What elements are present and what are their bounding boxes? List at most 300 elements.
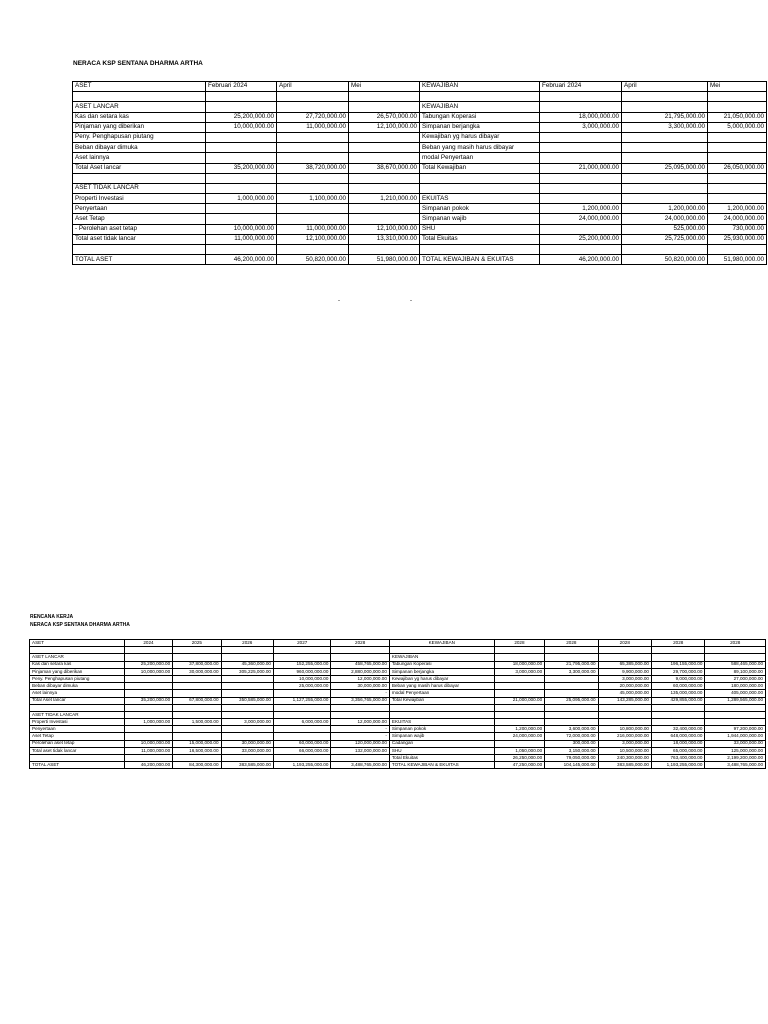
value-cell: 25,200,000.00 (124, 661, 172, 668)
row-label-cell: Total Ekuitas (420, 234, 540, 244)
dash-mark: - (410, 298, 412, 304)
value-cell: 1,200,000.00 (622, 204, 708, 214)
row-label-cell (73, 245, 206, 255)
row-label-cell: ASET LANCAR (30, 654, 125, 661)
value-cell: 104,145,000.00 (545, 762, 598, 769)
value-cell (331, 704, 389, 711)
value-cell (124, 683, 172, 690)
value-cell: 21,795,000.00 (545, 661, 598, 668)
value-cell: April (622, 82, 708, 92)
value-cell (349, 92, 420, 102)
table-row (73, 224, 767, 234)
value-cell: 2028 (651, 640, 704, 647)
value-cell (708, 102, 767, 112)
value-cell (622, 183, 708, 193)
value-cell (622, 173, 708, 183)
value-cell (206, 132, 277, 142)
value-cell (708, 183, 767, 193)
value-cell: 648,000,000.00 (651, 733, 704, 740)
value-cell: 135,000,000.00 (651, 690, 704, 697)
value-cell: 9,000,000.00 (651, 675, 704, 682)
row-label-cell: Simpanan wajib (420, 214, 540, 224)
value-cell: 35,200,000.00 (206, 163, 277, 173)
value-cell (494, 740, 544, 747)
value-cell (705, 719, 766, 726)
value-cell (622, 194, 708, 204)
value-cell (124, 755, 172, 762)
value-cell: Februari 2024 (206, 82, 277, 92)
row-label-cell: Total aset tidak lancar (73, 234, 206, 244)
value-cell (540, 224, 622, 234)
value-cell (708, 194, 767, 204)
row-label-cell: modal Penyertaan (389, 690, 494, 697)
value-cell: 97,200,000.00 (705, 726, 766, 733)
row-label-cell: Simpanan pokok (420, 204, 540, 214)
value-cell: 3,488,765,000.00 (331, 762, 389, 769)
value-cell: 143,285,000.00 (598, 697, 651, 704)
value-cell (622, 132, 708, 142)
value-cell (540, 245, 622, 255)
value-cell: 350,585,000.00 (221, 697, 273, 704)
balance-sheet-table (72, 81, 767, 265)
value-cell (221, 683, 273, 690)
value-cell: 120,000,000.00 (331, 740, 389, 747)
table-row (30, 711, 766, 718)
value-cell (349, 132, 420, 142)
value-cell: 10,500,000.00 (598, 747, 651, 754)
value-cell: 1,210,000.00 (349, 194, 420, 204)
value-cell (331, 711, 389, 718)
value-cell (273, 704, 330, 711)
value-cell: 196,155,000.00 (651, 661, 704, 668)
value-cell: 50,820,000.00 (277, 255, 349, 265)
value-cell: 2,199,200,000.00 (705, 755, 766, 762)
value-cell: 65,000,000.00 (651, 747, 704, 754)
value-cell (622, 245, 708, 255)
row-label-cell: EKUITAS (420, 194, 540, 204)
value-cell (277, 92, 349, 102)
row-label-cell: Pinjaman yang diberikan (73, 122, 206, 132)
value-cell (277, 214, 349, 224)
value-cell (173, 726, 221, 733)
value-cell (221, 690, 273, 697)
table-row (73, 183, 767, 193)
table-row (30, 661, 766, 668)
value-cell: 3,356,765,000.00 (331, 697, 389, 704)
table-row (30, 740, 766, 747)
row-label-cell: Penyertaan (30, 726, 125, 733)
table-row (73, 143, 767, 153)
table-row (30, 654, 766, 661)
row-label-cell: Peny. Penghapusan piutang (73, 132, 206, 142)
row-label-cell: TOTAL KEWAJIBAN & EKUITAS (389, 762, 494, 769)
value-cell: 18,000,000.00 (651, 740, 704, 747)
row-label-cell: Kas dan setara kas (30, 661, 125, 668)
value-cell (349, 245, 420, 255)
value-cell: 2024 (124, 640, 172, 647)
value-cell: 16,500,000.00 (173, 747, 221, 754)
value-cell (349, 153, 420, 163)
value-cell (277, 143, 349, 153)
value-cell: 2028 (705, 640, 766, 647)
row-label-cell (30, 755, 125, 762)
row-label-cell (389, 704, 494, 711)
value-cell (494, 683, 544, 690)
value-cell: 588,465,000.00 (705, 661, 766, 668)
value-cell (173, 690, 221, 697)
row-label-cell: Cadangan (389, 740, 494, 747)
value-cell: 32,400,000.00 (651, 726, 704, 733)
value-cell: 10,800,000.00 (598, 726, 651, 733)
row-label-cell: ASET (73, 82, 206, 92)
value-cell: 60,000,000.00 (273, 740, 330, 747)
value-cell (273, 690, 330, 697)
value-cell (206, 92, 277, 102)
value-cell: 763,400,000.00 (651, 755, 704, 762)
value-cell: April (277, 82, 349, 92)
value-cell: 132,000,000.00 (331, 747, 389, 754)
value-cell (540, 153, 622, 163)
value-cell: 3,000,000.00 (494, 668, 544, 675)
value-cell: 35,200,000.00 (124, 697, 172, 704)
value-cell: 18,000,000.00 (494, 661, 544, 668)
value-cell (540, 132, 622, 142)
row-label-cell: Simpanan berjangka (420, 122, 540, 132)
work-plan-table (29, 639, 766, 769)
value-cell: 38,670,000.00 (349, 163, 420, 173)
value-cell: 11,000,000.00 (277, 224, 349, 234)
value-cell: 1,100,000.00 (277, 194, 349, 204)
row-label-cell: Pinjaman yang diberikan (30, 668, 125, 675)
value-cell (277, 245, 349, 255)
value-cell (494, 711, 544, 718)
row-label-cell: - Perolehan aset tetap (73, 224, 206, 234)
value-cell: 10,000,000.00 (206, 122, 277, 132)
value-cell: 458,765,000.00 (331, 661, 389, 668)
row-label-cell: Total Ekuitas (389, 755, 494, 762)
value-cell: 405,000,000.00 (705, 690, 766, 697)
value-cell: 50,820,000.00 (622, 255, 708, 265)
row-label-cell: Beban dibayar dimuka (73, 143, 206, 153)
value-cell: 38,720,000.00 (277, 163, 349, 173)
row-label-cell: ASET TIDAK LANCAR (73, 183, 206, 193)
value-cell: 25,095,000.00 (622, 163, 708, 173)
table-row (30, 762, 766, 769)
value-cell (651, 719, 704, 726)
table-row (73, 163, 767, 173)
value-cell: 27,000,000.00 (705, 675, 766, 682)
table-row (30, 726, 766, 733)
value-cell (273, 654, 330, 661)
value-cell: Mei (708, 82, 767, 92)
value-cell (622, 102, 708, 112)
value-cell (277, 173, 349, 183)
work-plan-title: RENCANA KERJA (30, 614, 74, 620)
value-cell: 1,200,000.00 (540, 204, 622, 214)
value-cell (273, 755, 330, 762)
value-cell (124, 647, 172, 654)
row-label-cell: KEWAJIBAN (389, 654, 494, 661)
table-row (73, 255, 767, 265)
value-cell (545, 683, 598, 690)
value-cell (708, 153, 767, 163)
row-label-cell: TOTAL ASET (30, 762, 125, 769)
value-cell: 24,000,000.00 (708, 214, 767, 224)
value-cell (277, 102, 349, 112)
value-cell: 1,050,000.00 (494, 747, 544, 754)
value-cell: 26,050,000.00 (708, 163, 767, 173)
value-cell: 1,944,000,000.00 (705, 733, 766, 740)
value-cell: 27,720,000.00 (277, 112, 349, 122)
value-cell: 21,795,000.00 (622, 112, 708, 122)
value-cell: 3,000,000.00 (221, 719, 273, 726)
value-cell (206, 183, 277, 193)
value-cell: - (331, 690, 389, 697)
value-cell (331, 647, 389, 654)
value-cell: 152,255,000.00 (273, 661, 330, 668)
table-row (73, 112, 767, 122)
value-cell (705, 654, 766, 661)
row-label-cell: Aset lainnya (30, 690, 125, 697)
value-cell (708, 173, 767, 183)
value-cell (494, 647, 544, 654)
value-cell: 47,250,000.00 (494, 762, 544, 769)
row-label-cell: ASET LANCAR (73, 102, 206, 112)
value-cell (598, 647, 651, 654)
row-label-cell: Properti Investasi (73, 194, 206, 204)
row-label-cell: Tabungan Koperasi (389, 661, 494, 668)
value-cell: 300,000.00 (545, 740, 598, 747)
value-cell: 216,000,000.00 (598, 733, 651, 740)
row-label-cell (420, 183, 540, 193)
row-label-cell: ASET TIDAK LANCAR (30, 711, 125, 718)
table-row (73, 132, 767, 142)
value-cell (494, 719, 544, 726)
value-cell (124, 690, 172, 697)
value-cell: 72,000,000.00 (545, 733, 598, 740)
row-label-cell (389, 647, 494, 654)
value-cell: 11,000,000.00 (277, 122, 349, 132)
row-label-cell: Beban yang masih harus dibayar (420, 143, 540, 153)
value-cell: 2028 (331, 640, 389, 647)
value-cell (705, 711, 766, 718)
value-cell (206, 214, 277, 224)
value-cell: 3,000,000.00 (598, 740, 651, 747)
value-cell: 240,300,000.00 (598, 755, 651, 762)
value-cell: 2,880,000,000.00 (331, 668, 389, 675)
row-label-cell: Simpanan pokok (389, 726, 494, 733)
value-cell: 9,900,000.00 (598, 668, 651, 675)
value-cell (277, 183, 349, 193)
table-row (73, 194, 767, 204)
value-cell: 45,360,000.00 (221, 661, 273, 668)
value-cell: 12,000,000.00 (331, 719, 389, 726)
value-cell: 10,000,000.00 (124, 668, 172, 675)
table-row (30, 755, 766, 762)
row-label-cell: KEWAJIBAN (389, 640, 494, 647)
table-row (30, 733, 766, 740)
value-cell (277, 204, 349, 214)
value-cell: 12,100,000.00 (349, 224, 420, 234)
value-cell (651, 647, 704, 654)
row-label-cell: modal Penyertaan (420, 153, 540, 163)
value-cell: 46,200,000.00 (206, 255, 277, 265)
value-cell: 1,200,000.00 (494, 726, 544, 733)
value-cell (206, 245, 277, 255)
value-cell (545, 704, 598, 711)
value-cell: 3,300,000.00 (545, 668, 598, 675)
value-cell (173, 733, 221, 740)
value-cell: 12,100,000.00 (277, 234, 349, 244)
value-cell (545, 647, 598, 654)
value-cell: 3,000,000.00 (598, 675, 651, 682)
value-cell: 305,225,000.00 (221, 668, 273, 675)
value-cell: 51,980,000.00 (349, 255, 420, 265)
value-cell: 24,000,000.00 (622, 214, 708, 224)
value-cell: 3,150,000.00 (545, 747, 598, 754)
row-label-cell (389, 711, 494, 718)
row-label-cell: Peny. Penghapusan piutang (30, 675, 125, 682)
value-cell: 3,300,000.00 (622, 122, 708, 132)
value-cell: 18,000,000.00 (540, 112, 622, 122)
value-cell (124, 726, 172, 733)
value-cell (494, 675, 544, 682)
value-cell: 15,000,000.00 (173, 740, 221, 747)
value-cell (206, 153, 277, 163)
row-label-cell: Beban yang masih harus dibayar (389, 683, 494, 690)
value-cell: 67,800,000.00 (173, 697, 221, 704)
value-cell (708, 132, 767, 142)
value-cell (173, 711, 221, 718)
value-cell (705, 704, 766, 711)
row-label-cell: Kas dan setara kas (73, 112, 206, 122)
value-cell (708, 92, 767, 102)
value-cell: 2028 (598, 640, 651, 647)
value-cell: 6,000,000.00 (273, 719, 330, 726)
value-cell (349, 143, 420, 153)
table-row (73, 245, 767, 255)
table-row (73, 234, 767, 244)
row-label-cell: TOTAL ASET (73, 255, 206, 265)
value-cell (651, 711, 704, 718)
value-cell (545, 654, 598, 661)
value-cell: 24,000,000.00 (494, 733, 544, 740)
value-cell: 730,000.00 (708, 224, 767, 234)
value-cell: 25,095,000.00 (545, 697, 598, 704)
row-label-cell (30, 704, 125, 711)
value-cell (540, 102, 622, 112)
value-cell: 2026 (221, 640, 273, 647)
row-label-cell (420, 245, 540, 255)
table-row (73, 173, 767, 183)
value-cell: 79,050,000.00 (545, 755, 598, 762)
value-cell (124, 675, 172, 682)
value-cell: 30,000,000.00 (331, 683, 389, 690)
value-cell (349, 102, 420, 112)
value-cell: 25,200,000.00 (540, 234, 622, 244)
value-cell: 89,100,000.00 (705, 668, 766, 675)
table-row (30, 675, 766, 682)
table-row (73, 204, 767, 214)
table-row (73, 122, 767, 132)
balance-sheet-title: NERACA KSP SENTANA DHARMA ARTHA (73, 60, 203, 67)
row-label-cell: SHU (389, 747, 494, 754)
row-label-cell: Total aset tidak lancar (30, 747, 125, 754)
row-label-cell: KEWAJIBAN (420, 102, 540, 112)
value-cell (221, 733, 273, 740)
value-cell: 1,000,000.00 (206, 194, 277, 204)
row-label-cell (73, 173, 206, 183)
row-label-cell: TOTAL KEWAJIBAN & EKUITAS (420, 255, 540, 265)
value-cell (540, 173, 622, 183)
table-row (30, 747, 766, 754)
value-cell: 10,000,000.00 (124, 740, 172, 747)
value-cell: 11,000,000.00 (124, 747, 172, 754)
value-cell: Februari 2024 (540, 82, 622, 92)
row-label-cell: KEWAJIBAN (420, 82, 540, 92)
value-cell (206, 143, 277, 153)
value-cell: 12,100,000.00 (349, 122, 420, 132)
value-cell: 5,000,000.00 (708, 122, 767, 132)
table-row (73, 102, 767, 112)
row-label-cell: Aset lainnya (73, 153, 206, 163)
value-cell: 2028 (494, 640, 544, 647)
row-label-cell (420, 173, 540, 183)
value-cell (540, 92, 622, 102)
value-cell: 525,000.00 (622, 224, 708, 234)
value-cell (221, 647, 273, 654)
value-cell: 46,200,000.00 (124, 762, 172, 769)
value-cell (273, 733, 330, 740)
row-label-cell: Aset Tetap (30, 733, 125, 740)
value-cell: 30,000,000.00 (221, 740, 273, 747)
value-cell (221, 726, 273, 733)
value-cell (545, 719, 598, 726)
table-row (30, 647, 766, 654)
row-label-cell (73, 92, 206, 102)
value-cell: 3,600,000.00 (545, 726, 598, 733)
value-cell: 3,488,765,000.00 (705, 762, 766, 769)
value-cell: 45,000,000.00 (598, 690, 651, 697)
value-cell: 65,385,000.00 (598, 661, 651, 668)
value-cell (277, 132, 349, 142)
value-cell (173, 704, 221, 711)
value-cell: 46,200,000.00 (540, 255, 622, 265)
table-row (30, 704, 766, 711)
row-label-cell: SHU (420, 224, 540, 234)
value-cell (494, 690, 544, 697)
header-row (73, 82, 767, 92)
value-cell: 2025 (173, 640, 221, 647)
value-cell (349, 214, 420, 224)
table-row (30, 668, 766, 675)
value-cell (545, 690, 598, 697)
value-cell: 2028 (545, 640, 598, 647)
value-cell: 25,930,000.00 (708, 234, 767, 244)
value-cell: 12,000,000.00 (331, 675, 389, 682)
value-cell (598, 704, 651, 711)
value-cell: 33,000,000.00 (221, 747, 273, 754)
value-cell (221, 675, 273, 682)
value-cell (540, 183, 622, 193)
value-cell (494, 704, 544, 711)
dash-mark: - (338, 298, 340, 304)
value-cell: 21,050,000.00 (708, 112, 767, 122)
value-cell (349, 173, 420, 183)
header-row (30, 640, 766, 647)
value-cell (349, 183, 420, 193)
value-cell (173, 654, 221, 661)
